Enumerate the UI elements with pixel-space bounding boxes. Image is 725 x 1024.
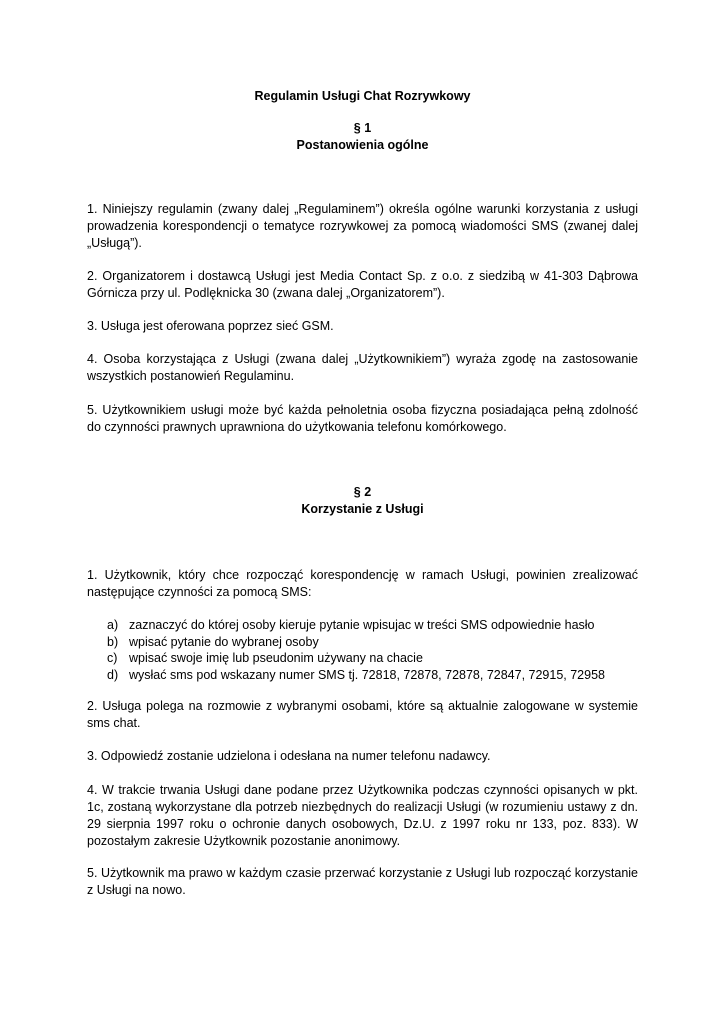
- list-item: [107, 667, 627, 684]
- section-1-paragraph-3: 3. Usługa jest oferowana poprzez sieć GSM.: [87, 319, 334, 333]
- list-item: [107, 650, 627, 667]
- section-1-paragraph-4: 4. Osoba korzystająca z Usługi (zwana dalej „Użytkownikiem”) wyraża zgodę na zastosowanie wszystkich postanowień Regulaminu.: [87, 352, 638, 383]
- document-title: Regulamin Usługi Chat Rozrywkowy: [254, 89, 471, 103]
- list-item-marker: c): [107, 651, 118, 665]
- list-item-marker: d): [107, 667, 119, 682]
- list-item-text: wysłać sms pod wskazany numer SMS tj. 72818, 72878, 72878, 72847, 72915, 72958: [129, 667, 605, 682]
- list-item-marker: a): [107, 618, 119, 632]
- section-1-paragraph-2: 2. Organizatorem i dostawcą Usługi jest Media Contact Sp. z o.o. z siedzibą w 41-303 Dąbrowa Górnicza przy ul. Podlęknicka 30 (zwana dalej „Organizatorem”).: [87, 269, 638, 300]
- list-item-text: wpisać swoje imię lub pseudonim używany na chacie: [129, 651, 423, 665]
- section-2-paragraph-1: 1. Użytkownik, który chce rozpocząć korespondencję w ramach Usługi, powinien zrealizować następujące czynności za pomocą SMS:: [87, 568, 638, 599]
- section-2-paragraph-5: 5. Użytkownik ma prawo w każdym czasie przerwać korzystanie z Usługi lub rozpocząć korzystanie z Usługi na nowo.: [87, 866, 638, 897]
- sms-steps-list: [107, 617, 627, 683]
- section-1-paragraph-1: 1. Niniejszy regulamin (zwany dalej „Regulaminem”) określa ogólne warunki korzystania z usługi prowadzenia korespondencji o tematyce rozrywkowej za pomocą wiadomości SMS (zwanej dalej „Usługą”).: [87, 202, 638, 250]
- list-item-text: wpisać pytanie do wybranej osoby: [129, 634, 319, 649]
- list-item-text: zaznaczyć do której osoby kieruje pytanie wpisujac w treści SMS odpowiednie hasło: [129, 618, 595, 632]
- section-1-header: [0, 120, 725, 154]
- section-2-header: [0, 484, 725, 518]
- section-2-paragraph-4: 4. W trakcie trwania Usługi dane podane przez Użytkownika podczas czynności opisanych w pkt. 1c, zostaną wykorzystane dla potrzeb niezbędnych do realizacji Usługi (w rozumieniu ustawy z dn. 29 sierpnia 1997 roku o ochronie danych osobowych, Dz.U. z 1997 roku nr 133, poz. 833). W pozostałym zakresie Użytkownik pozostanie anonimowy.: [87, 783, 638, 848]
- section-2-number: § 2: [353, 485, 372, 499]
- list-item-marker: b): [107, 634, 119, 649]
- list-item: [107, 634, 627, 651]
- section-1-heading: Postanowienia ogólne: [296, 138, 429, 152]
- section-2-paragraph-2: 2. Usługa polega na rozmowie z wybranymi osobami, które są aktualnie zalogowane w systemie sms chat.: [87, 699, 638, 730]
- list-item: [107, 617, 627, 634]
- section-2-heading: Korzystanie z Usługi: [301, 502, 424, 516]
- section-2-paragraph-3: 3. Odpowiedź zostanie udzielona i odesłana na numer telefonu nadawcy.: [87, 749, 491, 763]
- section-1-paragraph-5: 5. Użytkownikiem usługi może być każda pełnoletnia osoba fizyczna posiadająca pełną zdolność do czynności prawnych uprawniona do użytkowania telefonu komórkowego.: [87, 403, 638, 434]
- section-1-number: § 1: [353, 121, 372, 135]
